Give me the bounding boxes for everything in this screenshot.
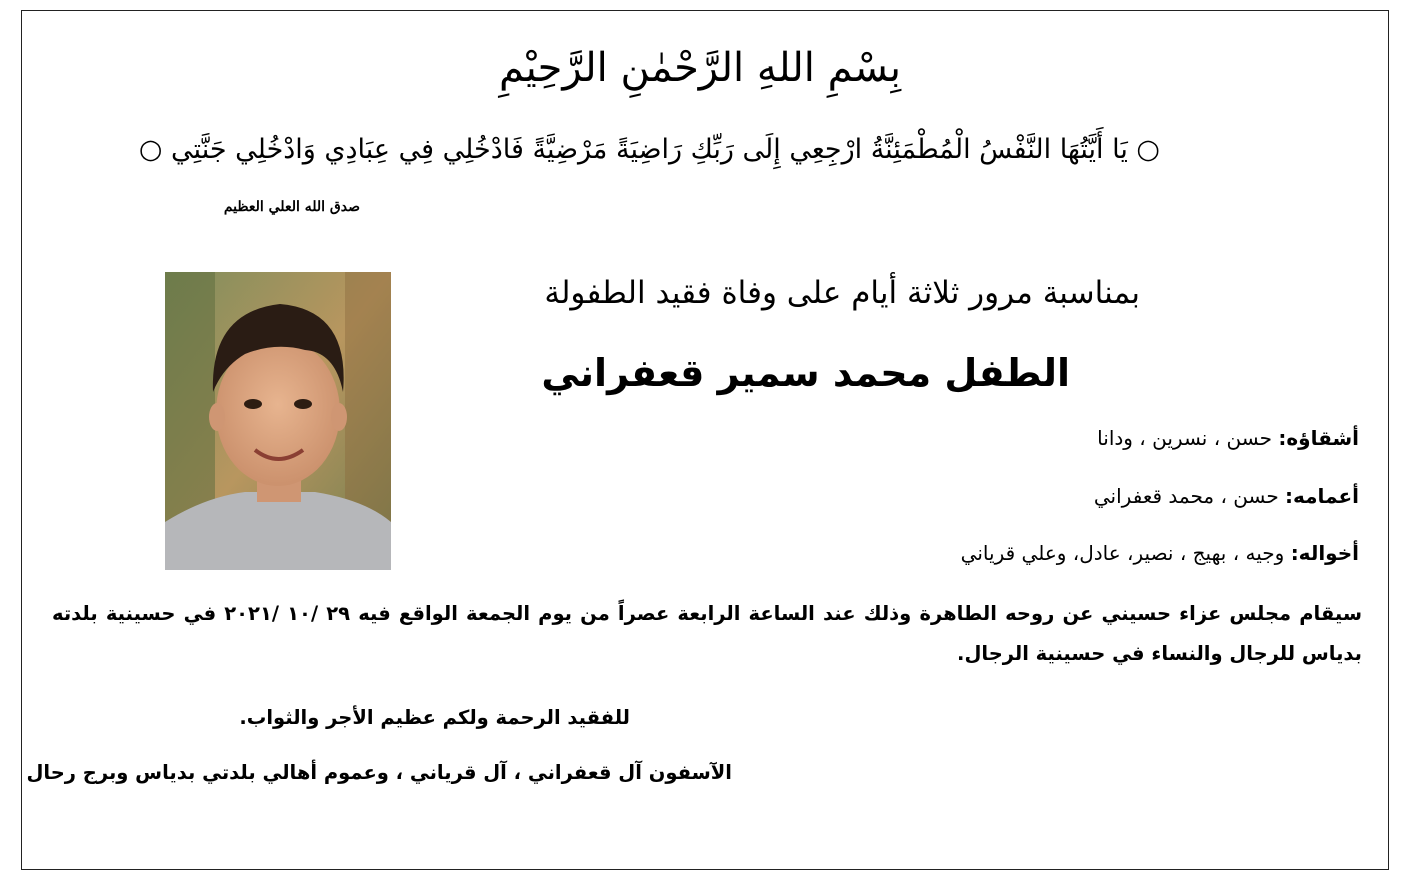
maternal-uncles-value: وجيه ، بهيج ، نصير، عادل، وعلي قرياني [960, 541, 1291, 565]
mourners-line: الآسفون آل قعفراني ، آل قرياني ، وعموم أهالي بلدتي بدياس وبرج رحال [26, 761, 732, 784]
paternal-uncles-label: أعمامه: [1285, 484, 1359, 508]
deceased-name: الطفل محمد سمير قعفراني [541, 351, 1070, 395]
relatives-paternal-uncles [1094, 478, 1359, 514]
siblings-value: حسن ، نسرين ، ودانا [1097, 426, 1279, 450]
paternal-uncles-value: حسن ، محمد قعفراني [1093, 484, 1286, 508]
deceased-photo [165, 272, 391, 570]
siblings-label: أشقاؤه: [1278, 426, 1359, 450]
maternal-uncles-label: أخواله: [1290, 541, 1359, 565]
verse-closing: صدق الله العلي العظيم [223, 199, 360, 215]
occasion-line: بمناسبة مرور ثلاثة أيام على وفاة فقيد الطفولة [544, 275, 1140, 311]
relatives-maternal-uncles [961, 535, 1359, 571]
relatives-siblings [1097, 420, 1359, 456]
mourning-announcement: سيقام مجلس عزاء حسيني عن روحه الطاهرة وذلك عند الساعة الرابعة عصراً من يوم الجمعة الواقع فيه ٢٩ /١٠ /٢٠٢١ في حسينية بلدته بدياس للرجال والنساء في حسينية الرجال. [52, 602, 1362, 665]
basmala-heading: بِسْمِ اللهِ الرَّحْمٰنِ الرَّحِيْمِ [498, 45, 902, 91]
condolence-line: للفقيد الرحمة ولكم عظيم الأجر والثواب. [239, 706, 630, 729]
quran-verse: ○ يَا أَيَّتُهَا النَّفْسُ الْمُطْمَئِنَّةُ ارْجِعِي إِلَى رَبِّكِ رَاضِيَةً مَرْضِيَّةً فَادْخُلِي فِي عِبَادِي وَادْخُلِي جَنَّتِي ○ [138, 134, 1160, 165]
